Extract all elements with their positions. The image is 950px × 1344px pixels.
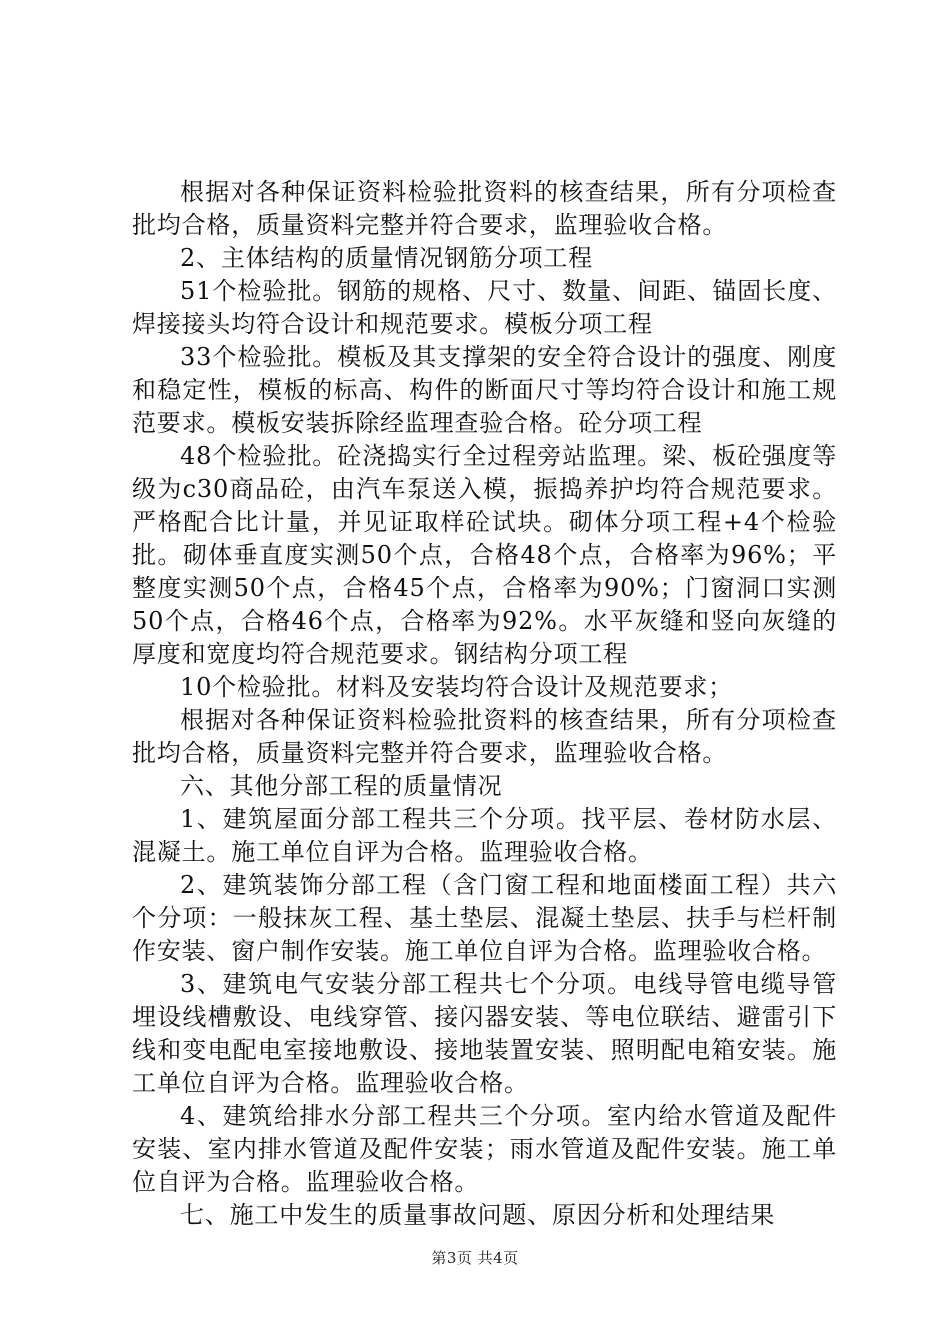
paragraph-3: 51个检验批。钢筋的规格、尺寸、数量、间距、锚固长度、焊接接头均符合设计和规范要求。模板分项工程 (132, 277, 837, 338)
paragraph-4: 33个检验批。模板及其支撑架的安全符合设计的强度、刚度和稳定性，模板的标高、构件的断面尺寸等均符合设计和施工规范要求。模板安装拆除经监理查验合格。砼分项工程 (132, 343, 837, 437)
paragraph-9: 1、建筑屋面分部工程共三个分项。找平层、卷材防水层、混凝土。施工单位自评为合格。监理验收合格。 (132, 805, 837, 866)
paragraph-10: 2、建筑装饰分部工程（含门窗工程和地面楼面工程）共六个分项：一般抹灰工程、基土垫层、混凝土垫层、扶手与栏杆制作安装、窗户制作安装。施工单位自评为合格。监理验收合格。 (132, 871, 837, 965)
paragraph-7: 根据对各种保证资料检验批资料的核查结果，所有分项检查批均合格，质量资料完整并符合要求，监理验收合格。 (132, 706, 837, 767)
paragraph-5: 48个检验批。砼浇捣实行全过程旁站监理。梁、板砼强度等级为c30商品砼，由汽车泵送入模，振捣养护均符合规范要求。严格配合比计量，并见证取样砼试块。砌体分项工程+4个检验批。砌体垂直度实测50个点，合格48个点，合格率为96%；平整度实测50个点，合格45个点，合格率为90%；门窗洞口实测50个点，合格46个点，合格率为92%。水平灰缝和竖向灰缝的厚度和宽度均符合规范要求。钢结构分项工程 (132, 442, 837, 668)
paragraph-11: 3、建筑电气安装分部工程共七个分项。电线导管电缆导管埋设线槽敷设、电线穿管、接闪器安装、等电位联结、避雷引下线和变电配电室接地敷设、接地装置安装、照明配电箱安装。施工单位自评为合格。监理验收合格。 (132, 970, 837, 1097)
paragraph-1: 根据对各种保证资料检验批资料的核查结果，所有分项检查批均合格，质量资料完整并符合要求，监理验收合格。 (132, 178, 837, 239)
section-heading-7: 七、施工中发生的质量事故问题、原因分析和处理结果 (180, 1201, 776, 1229)
paragraph-12: 4、建筑给排水分部工程共三个分项。室内给水管道及配件安装、室内排水管道及配件安装；雨水管道及配件安装。施工单位自评为合格。监理验收合格。 (132, 1102, 837, 1196)
page-footer: 第3页 共4页 (431, 1249, 519, 1267)
paragraph-2: 2、主体结构的质量情况钢筋分项工程 (180, 244, 593, 272)
paragraph-6: 10个检验批。材料及安装均符合设计及规范要求； (180, 673, 733, 701)
section-heading-6: 六、其他分部工程的质量情况 (180, 772, 503, 800)
document-body (132, 176, 837, 1232)
